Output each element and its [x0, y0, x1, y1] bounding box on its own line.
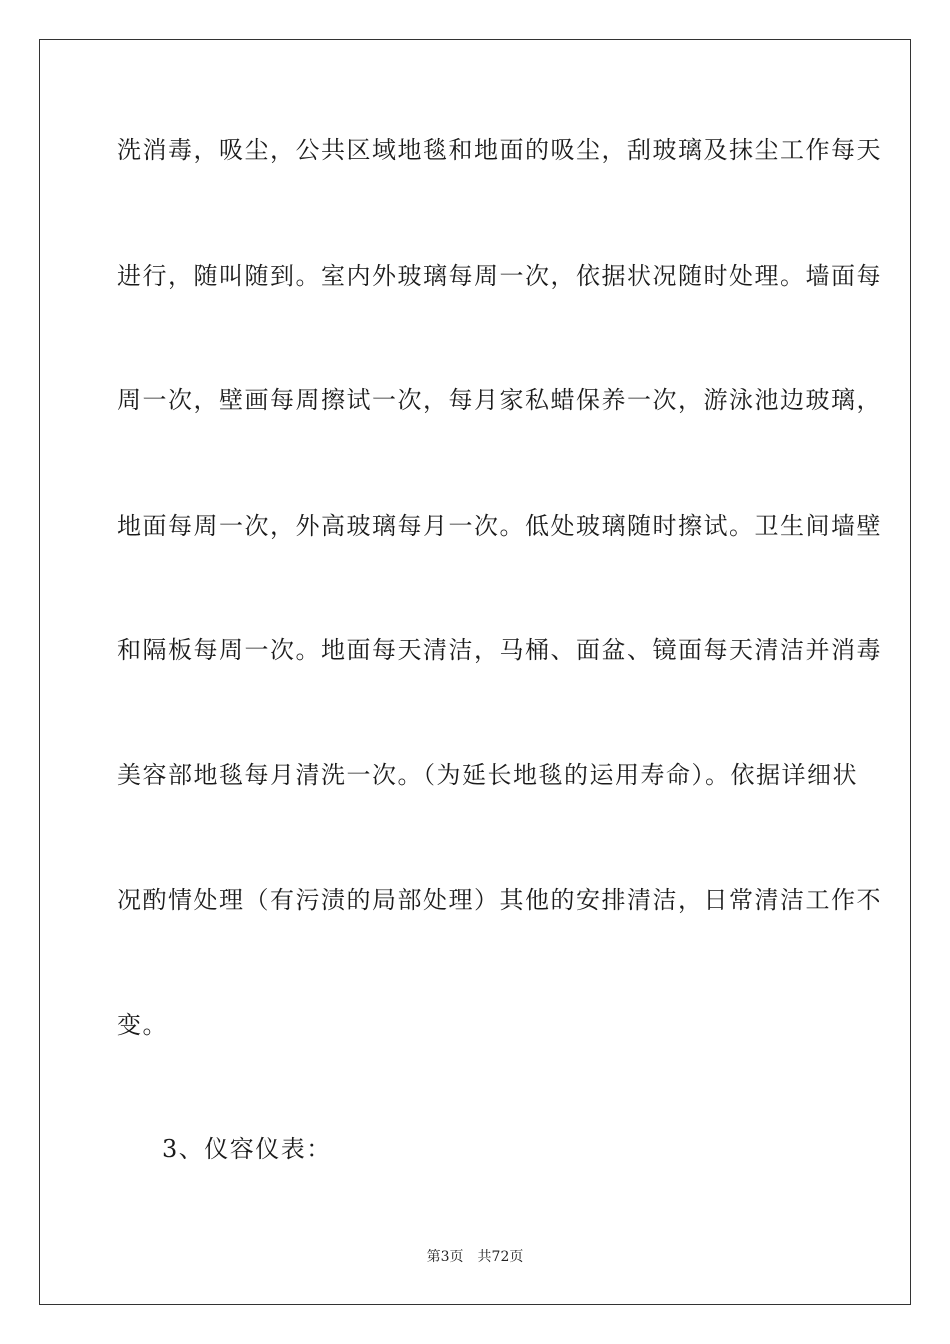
body-line: 周一次，壁画每周擦试一次，每月家私蜡保养一次，游泳池边玻璃，: [117, 386, 882, 414]
section-heading: 3、仪容仪表：: [162, 1135, 332, 1163]
body-line: 进行，随叫随到。室内外玻璃每周一次，依据状况随时处理。墙面每: [117, 262, 882, 290]
body-line: 美容部地毯每月清洗一次。（为延长地毯的运用寿命）。依据详细状: [117, 761, 858, 789]
body-line: 和隔板每周一次。地面每天清洁，马桶、面盆、镜面每天清洁并消毒: [117, 636, 882, 664]
page-border: [39, 39, 911, 1305]
page-footer: [0, 1248, 950, 1266]
body-line: 洗消毒，吸尘，公共区域地毯和地面的吸尘，刮玻璃及抹尘工作每天: [117, 136, 882, 164]
body-line: 变。: [117, 1011, 168, 1039]
body-line: 况酌情处理（有污渍的局部处理）其他的安排清洁，日常清洁工作不: [117, 886, 882, 914]
body-line: 地面每周一次，外高玻璃每月一次。低处玻璃随时擦试。卫生间墙壁: [117, 512, 882, 540]
page-total: 共72页: [477, 1249, 524, 1265]
page-number: 第3页: [426, 1249, 464, 1265]
